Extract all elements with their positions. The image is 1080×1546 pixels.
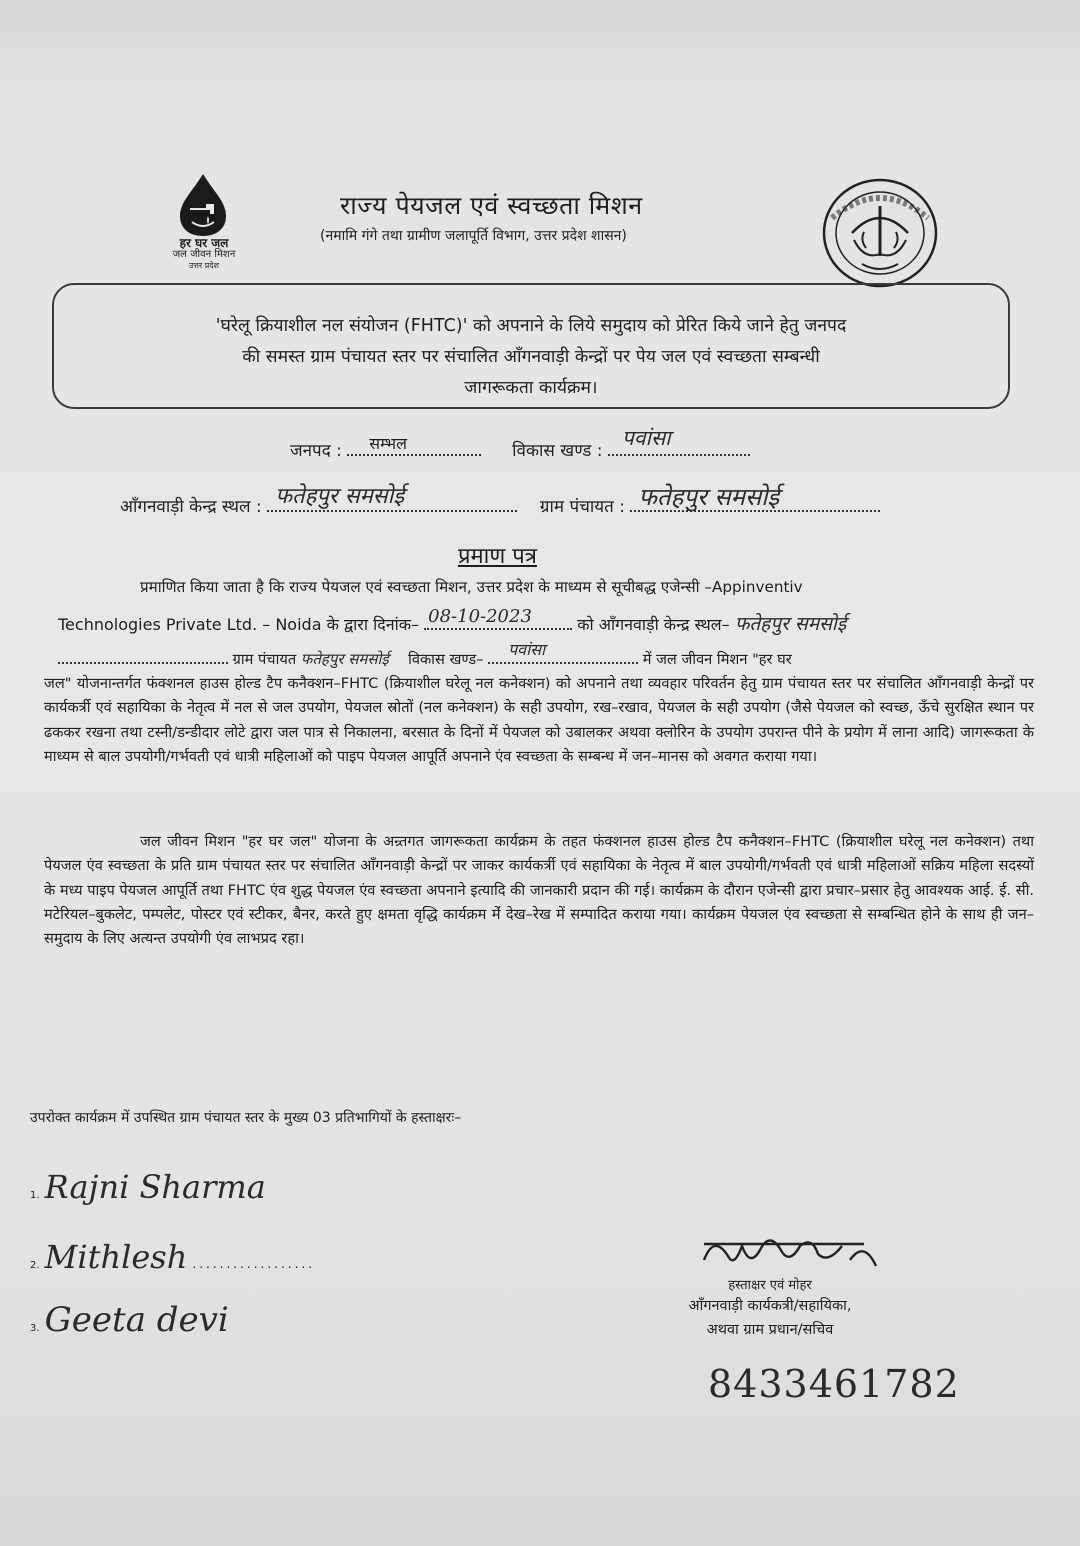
stamp-line-3: अथवा ग्राम प्रधान/सचिव <box>706 1322 834 1338</box>
participant-2: 2. Mithlesh .................. <box>30 1238 316 1276</box>
certificate-heading: प्रमाण पत्र <box>458 544 537 569</box>
logo-caption-1: हर घर जल <box>179 236 229 250</box>
official-signature-scribble <box>700 1230 900 1280</box>
participant-2-number: 2. <box>30 1260 40 1271</box>
page-title: राज्य पेयजल एवं स्वच्छता मिशन <box>340 191 643 220</box>
up-state-emblem-icon <box>822 178 938 288</box>
participant-3-number: 3. <box>30 1323 40 1334</box>
up-government-emblem <box>822 178 938 288</box>
vikas-khand-label: विकास खण्ड : <box>512 441 603 461</box>
para1-line1 <box>44 575 1034 599</box>
notice-line-3: जागरूकता कार्यक्रम। <box>464 378 598 398</box>
para1-line1-text: प्रमाणित किया जाता है कि राज्य पेयजल एवं स्वच्छता मिशन, उत्तर प्रदेश के माध्यम से सूचीबद्ध एजेन्सी –Appinventiv <box>140 578 803 596</box>
participant-2-signature: Mithlesh <box>44 1238 188 1276</box>
notice-box <box>52 283 1010 409</box>
participant-3-signature: Geeta devi <box>44 1300 229 1340</box>
para1-line3-text: में जल जीवन मिशन "हर घर <box>642 651 792 668</box>
notice-line-1: 'घरेलू क्रियाशील नल संयोजन (FHTC)' को अपनाने के लिये समुदाय को प्रेरित किये जाने हेतु जनपद <box>215 316 847 336</box>
anganwadi-row <box>120 483 880 517</box>
vikas-khand-field <box>608 426 750 456</box>
gram-panchayat-value: फतेहपुर समसोई <box>638 483 780 511</box>
gram-panchayat-field <box>630 483 880 512</box>
para1-gram-label: ग्राम पंचायत <box>232 651 297 668</box>
gram-panchayat-inline-value: फतेहपुर समसोई <box>300 650 389 668</box>
para1-line2 <box>58 606 847 636</box>
logo-caption-2: जल जीवन मिशन <box>172 249 236 260</box>
vikas-khand-inline-value: पवांसा <box>508 640 546 659</box>
stamp-line-2: आँगनवाड़ी कार्यकत्री/सहायिका, <box>688 1298 852 1314</box>
para1-body: जल" योजनान्तर्गत फंक्शनल हाउस होल्ड टैप कनैक्शन–FHTC (क्रियाशील घरेलू नल कनेक्शन) को अपनाने तथा व्यवहार परिवर्तन हेतु ग्राम पंचायत स्तर पर संचालित आँगनवाड़ी केन्द्रों पर कार्यकर्त्री एवं सहायिका के नेतृत्व में नल से जल उपयोग, पेयजल स्रोतों (नल कनेक्शन) के सही उपयोग, रख–रखाव, पेयजल के सही उपयोग (जैसे पेयजल को स्वच्छ, ऊँचे सुरक्षित स्थान पर ढककर रखना तथा टस्नी/डन्डीदार लोटे द्वारा जल पात्र से निकालना, बरसात के दिनों में पेयजल को उबालकर अथवा क्लोरिन के उपयोग उपरान्त पीने के प्रयोग में लाना आदि) जागरूकता के माध्यम से बाल उपयोगी/गर्भवती एवं धात्री महिलाओं को पाइप पेयजल आपूर्ति अपनाने एंव स्वच्छता के सम्बन्ध में जन–मानस को अवगत कराया गया। <box>44 675 1034 765</box>
date-field <box>424 606 572 630</box>
janpad-label: जनपद : <box>290 441 342 461</box>
anganwadi-sthal-value: फतेहपुर समसोई <box>734 613 847 635</box>
jjm-logo-caption <box>160 238 248 271</box>
anganwadi-field <box>267 484 517 512</box>
notice-line-2: की समस्त ग्राम पंचायत स्तर पर संचालित आँगनवाड़ी केन्द्रों पर पेय जल एवं स्वच्छता सम्बन्धी <box>242 347 820 367</box>
stamp-line-1: हस्ताक्षर एवं मोहर <box>728 1278 812 1293</box>
jal-jeevan-mission-logo <box>168 172 238 238</box>
vikas-khand-value: पवांसा <box>621 426 671 450</box>
phone-number: 8433461782 <box>708 1362 960 1406</box>
page-subtitle: (नमामि गंगे तथा ग्रामीण जलापूर्ति विभाग, उत्तर प्रदेश शासन) <box>320 228 627 244</box>
date-value: 08-10-2023 <box>428 606 532 627</box>
para2-body: जल जीवन मिशन "हर घर जल" योजना के अन्र्तगत जागरूकता कार्यक्रम के तहत फंक्शनल हाउस होल्ड टैप कनैक्शन–FHTC (क्रियाशील घरेलू नल कनेक्शन) तथा पेयजल एंव स्वच्छता के प्रति ग्राम पंचायत स्तर पर संचालित आँगनवाड़ी केन्द्रों पर जाकर कार्यकर्त्री एवं सहायिका के नेतृत्व में बाल उपयोगी/गर्भवती एवं धात्री महिलाओं सक्रिय महिला सदस्यों के मध्य पाइप पेयजल आपूर्ति तथा FHTC एंव शुद्ध पेयजल एंव स्वच्छता अपनाने इत्यादि की जानकारी प्रदान की गई। कार्यक्रम के दौरान एजेन्सी द्वारा प्रचार–प्रसार हेतु आवश्यक आई. ई. सी. मटेरियल–बुकलेट, पम्पलेट, पोस्टर एवं स्टीकर, बैनर, करते हुए क्षमता वृद्धि कार्यक्रम मेंं देख–रेख में सम्पादित कराया गया। कार्यक्रम पेयजल एंव स्वच्छता से सम्बन्धित होने के साथ ही जन–समुदाय के लिए अत्यन्त उपयोगी एंव लाभप्रद रहा। <box>44 833 1034 948</box>
para1-line3 <box>58 640 792 669</box>
para1-line2-text-b: को आँगनवाड़ी केन्द्र स्थल– <box>577 615 730 634</box>
anganwadi-label: आँगनवाड़ी केन्द्र स्थल : <box>120 497 262 517</box>
anganwadi-value: फतेहपुर समसोई <box>275 484 405 509</box>
para1-line2-text: Technologies Private Ltd. – Noida के द्वारा दिनांक– <box>58 615 420 634</box>
vikas-inline-field <box>488 640 638 664</box>
participant-1-signature: Rajni Sharma <box>44 1168 266 1206</box>
participant-1-number: 1. <box>30 1190 40 1201</box>
participant-3 <box>30 1300 350 1340</box>
janpad-field <box>347 434 481 456</box>
water-drop-tap-icon <box>168 172 238 238</box>
janpad-value: सम्भल <box>369 434 407 453</box>
stamp-block <box>640 1275 900 1339</box>
participant-1 <box>30 1168 330 1206</box>
gram-field-dots <box>58 646 228 664</box>
janpad-row <box>290 426 750 461</box>
gram-panchayat-label: ग्राम पंचायत : <box>539 497 625 517</box>
para1-vikas-label: विकास खण्ड– <box>408 651 484 668</box>
signature-label: उपरोक्त कार्यक्रम में उपस्थित ग्राम पंचायत स्तर के मुख्य 03 प्रतिभागियों के हस्ताक्षरः– <box>30 1110 462 1126</box>
logo-caption-3: उत्तर प्रदेश <box>189 261 219 270</box>
